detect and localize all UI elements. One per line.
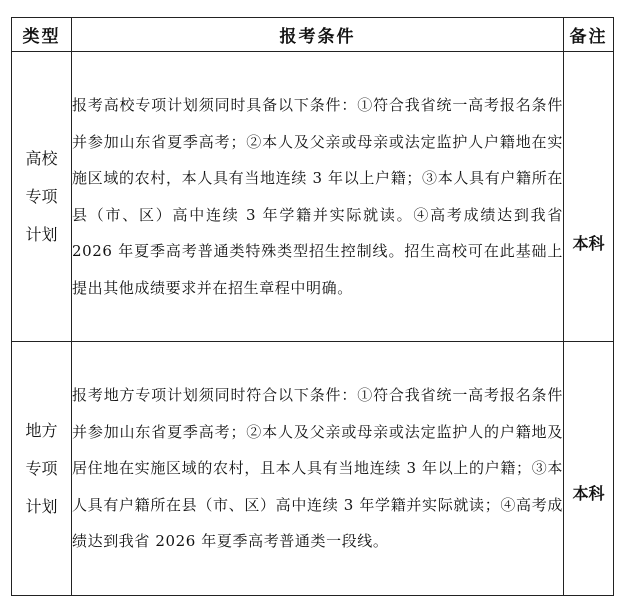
- conditions-text: 报考地方专项计划须同时符合以下条件：①符合我省统一高考报名条件并参加山东省夏季高考；②本人及父亲或母亲或法定监护人的户籍地及居住地在实施区域的农村，且本人具有当地连续 3 年以上的户籍；③本人具有户籍所在县（市、区）高中连续 3 年学籍并实际就读；④高考成绩达到我省 2026 年夏季高考普通类一段线。: [72, 386, 563, 551]
- table-row: [12, 342, 614, 596]
- conditions-cell-local-plan: [72, 342, 564, 596]
- note-cell-university-plan: [564, 52, 614, 342]
- type-line: 计划: [25, 496, 58, 516]
- conditions-cell-university-plan: [72, 52, 564, 342]
- header-type: 类型: [12, 18, 72, 52]
- type-line: 计划: [25, 224, 58, 244]
- table-header-row: [12, 18, 614, 52]
- note-text: 本科: [572, 234, 605, 253]
- type-line: 专项: [25, 186, 58, 206]
- type-line: 地方: [25, 420, 58, 440]
- table-row: [12, 52, 614, 342]
- type-cell-university-plan: [12, 52, 72, 342]
- type-cell-local-plan: [12, 342, 72, 596]
- header-note: 备注: [564, 18, 614, 52]
- type-line: 高校: [25, 148, 58, 168]
- note-cell-local-plan: [564, 342, 614, 596]
- conditions-text: 报考高校专项计划须同时具备以下条件：①符合我省统一高考报名条件并参加山东省夏季高考；②本人及父亲或母亲或法定监护人户籍地在实施区域的农村，本人具有当地连续 3 年以上户籍；③本人具有户籍所在县（市、区）高中连续 3 年学籍并实际就读。④高考成绩达到我省 2026 年夏季高考普通类特殊类型招生控制线。招生高校可在此基础上提出其他成绩要求并在招生章程中明确。: [72, 96, 563, 297]
- note-text: 本科: [572, 484, 605, 503]
- type-line: 专项: [25, 458, 58, 478]
- header-conditions: 报考条件: [72, 18, 564, 52]
- admission-conditions-table: [11, 17, 614, 596]
